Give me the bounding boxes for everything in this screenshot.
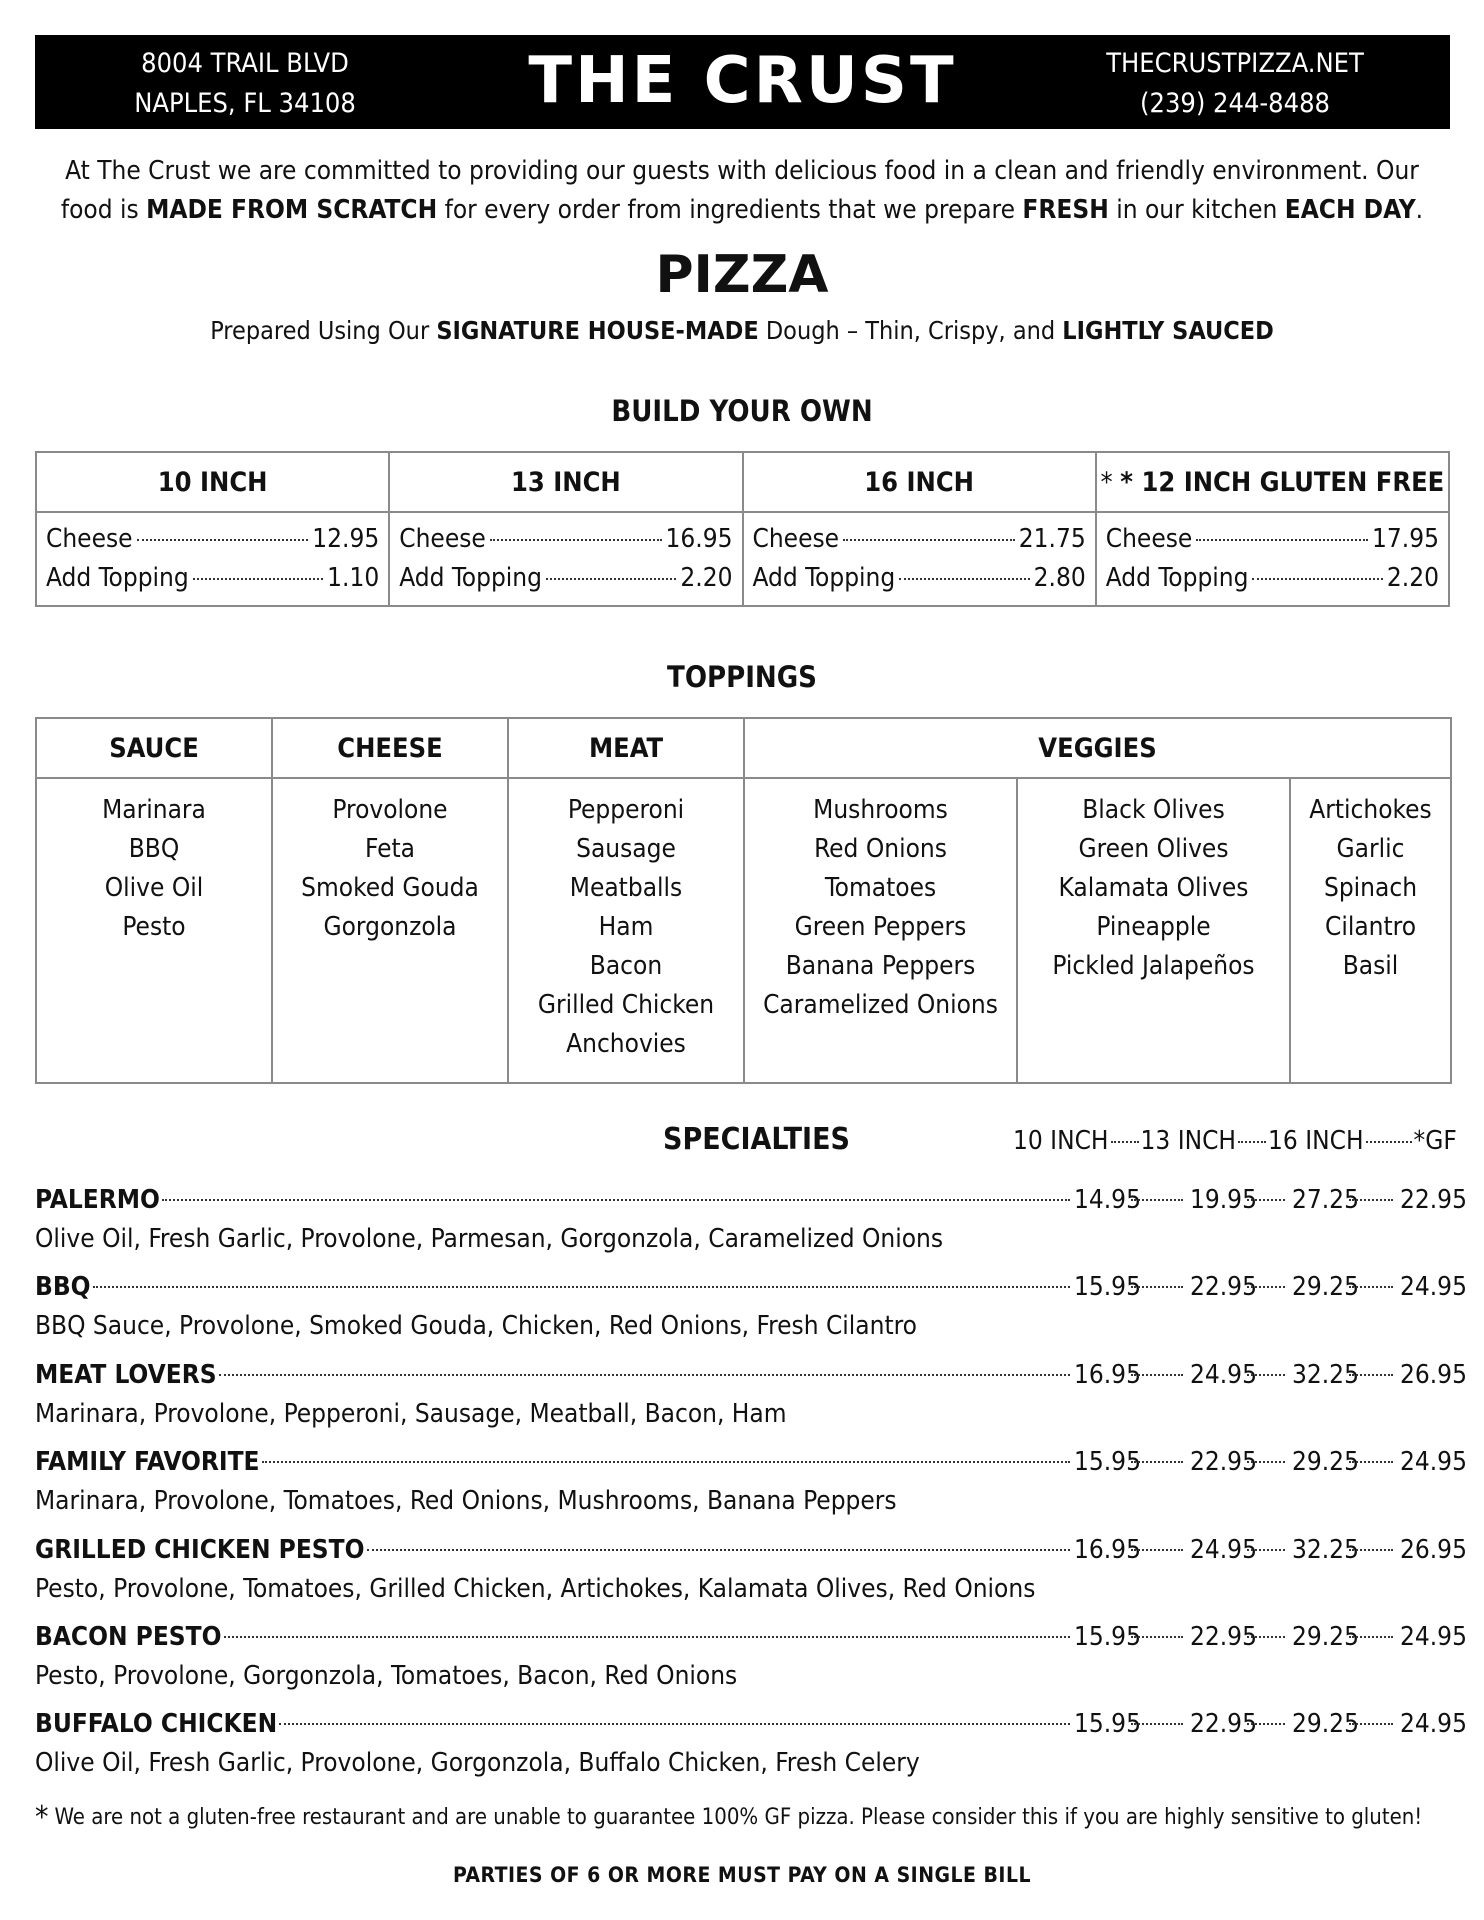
price-13-inch: 24.95 bbox=[1190, 1359, 1257, 1390]
topping-item: Smoked Gouda bbox=[301, 873, 479, 903]
topping-item: Banana Peppers bbox=[785, 951, 976, 981]
price-13-inch: 22.95 bbox=[1190, 1621, 1257, 1652]
price-13-inch: 24.95 bbox=[1190, 1534, 1257, 1565]
topping-item: Feta bbox=[365, 834, 415, 864]
specialty-name: PALERMO bbox=[35, 1185, 160, 1215]
price: 16.95 bbox=[665, 524, 733, 554]
specialty-name: GRILLED CHICKEN PESTO bbox=[35, 1534, 365, 1565]
topping-item: Mushrooms bbox=[813, 795, 948, 825]
price-13-inch: 19.95 bbox=[1190, 1185, 1257, 1215]
topping-item: Meatballs bbox=[569, 873, 683, 903]
specialty-item bbox=[35, 1180, 1467, 1267]
toppings-table bbox=[35, 717, 1452, 1084]
specialty-description: Pesto, Provolone, Gorgonzola, Tomatoes, Bacon, Red Onions bbox=[35, 1660, 738, 1691]
topping-item: Spinach bbox=[1323, 873, 1418, 903]
specialty-name: MEAT LOVERS bbox=[35, 1359, 217, 1390]
specialties-list bbox=[35, 1180, 1467, 1792]
topping-item: Provolone bbox=[332, 795, 448, 825]
price: 17.95 bbox=[1372, 524, 1439, 554]
topping-item: Pickled Jalapeños bbox=[1052, 951, 1255, 981]
header-bar bbox=[35, 35, 1450, 129]
topping-item: Sausage bbox=[576, 834, 676, 864]
price-13-inch: 22.95 bbox=[1190, 1709, 1257, 1740]
price: 21.75 bbox=[1018, 524, 1086, 554]
specialty-item bbox=[35, 1442, 1467, 1529]
topping-item: Green Olives bbox=[1078, 834, 1229, 864]
specialty-name: BUFFALO CHICKEN bbox=[35, 1709, 278, 1740]
topping-item: Anchovies bbox=[566, 1029, 686, 1059]
price-10-inch: 15.95 bbox=[1074, 1447, 1141, 1478]
price-gluten-free: 26.95 bbox=[1400, 1534, 1467, 1565]
topping-item: Kalamata Olives bbox=[1058, 873, 1249, 903]
topping-item: Ham bbox=[598, 912, 654, 942]
build-your-own-table bbox=[35, 451, 1450, 607]
price-13-inch: 22.95 bbox=[1190, 1272, 1257, 1303]
size-prices: Cheese 21.75 Add Topping 2.80 bbox=[743, 512, 1096, 606]
topping-item: Marinara bbox=[102, 795, 206, 825]
specialty-description: Marinara, Provolone, Pepperoni, Sausage, Meatball, Bacon, Ham bbox=[35, 1398, 787, 1429]
specialty-item bbox=[35, 1617, 1467, 1704]
price: 1.10 bbox=[327, 563, 380, 593]
cheese-list bbox=[272, 778, 508, 1083]
intro-line-2: food is MADE FROM SCRATCH for every order from ingredients that we prepare FRESH in our kitchen EACH DAY. bbox=[60, 195, 1424, 225]
topping-item: Grilled Chicken bbox=[537, 990, 715, 1020]
price: 12.95 bbox=[312, 524, 380, 554]
topping-item: Pepperoni bbox=[567, 795, 685, 825]
price-10-inch: 15.95 bbox=[1074, 1272, 1141, 1303]
topping-item: Pineapple bbox=[1096, 912, 1211, 942]
topping-item: Black Olives bbox=[1082, 795, 1225, 825]
specialty-description: Pesto, Provolone, Tomatoes, Grilled Chicken, Artichokes, Kalamata Olives, Red Onions bbox=[35, 1573, 1036, 1604]
pizza-subtitle: Prepared Using Our SIGNATURE HOUSE-MADE Dough – Thin, Crispy, and LIGHTLY SAUCED bbox=[210, 316, 1274, 345]
specialty-description: Marinara, Provolone, Tomatoes, Red Onions, Mushrooms, Banana Peppers bbox=[35, 1486, 897, 1517]
size-label: 13 INCH bbox=[1140, 1126, 1237, 1156]
meat-header: MEAT bbox=[508, 718, 744, 778]
veggies-list-1 bbox=[744, 778, 1017, 1083]
topping-item: Green Peppers bbox=[794, 912, 967, 942]
address-line-2: NAPLES, FL 34108 bbox=[134, 88, 356, 119]
address-line-1: 8004 TRAIL BLVD bbox=[141, 48, 349, 79]
specialty-item bbox=[35, 1355, 1467, 1442]
price-16-inch: 29.25 bbox=[1292, 1272, 1359, 1303]
contact bbox=[1085, 44, 1385, 124]
topping-item: Garlic bbox=[1336, 834, 1405, 864]
party-note: PARTIES OF 6 OR MORE MUST PAY ON A SINGLE BILL bbox=[452, 1863, 1032, 1887]
veggies-list-3 bbox=[1290, 778, 1451, 1083]
veggies-header: VEGGIES bbox=[744, 718, 1451, 778]
cheese-header: CHEESE bbox=[272, 718, 508, 778]
price-gluten-free: 24.95 bbox=[1400, 1709, 1467, 1740]
pizza-title: PIZZA bbox=[655, 245, 829, 305]
topping-item: Basil bbox=[1342, 951, 1399, 981]
gluten-disclaimer: * We are not a gluten-free restaurant and are unable to guarantee 100% GF pizza. Please consider this if you are highly sensitive to gluten! bbox=[35, 1800, 1423, 1835]
price-16-inch: 27.25 bbox=[1292, 1185, 1359, 1215]
topping-item: Bacon bbox=[589, 951, 663, 981]
price: 2.20 bbox=[1386, 563, 1439, 593]
sauce-list bbox=[36, 778, 272, 1083]
specialty-description: BBQ Sauce, Provolone, Smoked Gouda, Chicken, Red Onions, Fresh Cilantro bbox=[35, 1311, 917, 1342]
price: 2.80 bbox=[1033, 563, 1086, 593]
topping-item: Artichokes bbox=[1309, 795, 1432, 825]
specialty-name: BBQ bbox=[35, 1272, 91, 1303]
toppings-title: TOPPINGS bbox=[667, 660, 817, 694]
brand-title: THE CRUST bbox=[528, 44, 957, 118]
price-10-inch: 15.95 bbox=[1074, 1709, 1141, 1740]
intro-line-1: At The Crust we are committed to providing our guests with delicious food in a clean and friendly environment. Our bbox=[65, 156, 1419, 186]
specialty-description: Olive Oil, Fresh Garlic, Provolone, Gorgonzola, Buffalo Chicken, Fresh Celery bbox=[35, 1748, 920, 1779]
size-label: 10 INCH bbox=[1013, 1126, 1109, 1156]
topping-item: Pesto bbox=[122, 912, 186, 942]
price-gluten-free: 22.95 bbox=[1400, 1185, 1467, 1215]
size-prices: Cheese 17.95 Add Topping 2.20 bbox=[1096, 512, 1449, 606]
topping-item: Cilantro bbox=[1324, 912, 1416, 942]
size-header: 13 INCH bbox=[389, 452, 742, 512]
size-prices: Cheese 12.95 Add Topping 1.10 bbox=[36, 512, 389, 606]
meat-list bbox=[508, 778, 744, 1083]
topping-item: Red Onions bbox=[814, 834, 947, 864]
specialties-title: SPECIALTIES bbox=[663, 1122, 850, 1157]
specialty-name: BACON PESTO bbox=[35, 1621, 222, 1652]
size-label: 16 INCH bbox=[1268, 1126, 1364, 1156]
price-gluten-free: 24.95 bbox=[1400, 1272, 1467, 1303]
price-10-inch: 14.95 bbox=[1074, 1185, 1141, 1215]
size-prices: Cheese 16.95 Add Topping 2.20 bbox=[389, 512, 742, 606]
topping-item: BBQ bbox=[128, 834, 180, 864]
veggies-list-2 bbox=[1017, 778, 1290, 1083]
price-gluten-free: 26.95 bbox=[1400, 1359, 1467, 1390]
price-16-inch: 32.25 bbox=[1292, 1534, 1359, 1565]
price-16-inch: 29.25 bbox=[1292, 1621, 1359, 1652]
topping-item: Caramelized Onions bbox=[763, 990, 998, 1020]
price-16-inch: 32.25 bbox=[1292, 1359, 1359, 1390]
phone-number[interactable]: (239) 244-8488 bbox=[1140, 88, 1330, 119]
price-10-inch: 16.95 bbox=[1074, 1359, 1141, 1390]
price-10-inch: 15.95 bbox=[1074, 1621, 1141, 1652]
specialty-description: Olive Oil, Fresh Garlic, Provolone, Parmesan, Gorgonzola, Caramelized Onions bbox=[35, 1224, 944, 1254]
specialty-item bbox=[35, 1530, 1467, 1617]
topping-item: Tomatoes bbox=[824, 873, 937, 903]
price: 2.20 bbox=[680, 563, 733, 593]
intro-paragraph bbox=[60, 152, 1424, 230]
price-10-inch: 16.95 bbox=[1074, 1534, 1141, 1565]
price-gluten-free: 24.95 bbox=[1400, 1447, 1467, 1478]
specialties-size-labels bbox=[1013, 1121, 1457, 1161]
specialty-item bbox=[35, 1704, 1467, 1791]
size-header: 10 INCH bbox=[36, 452, 389, 512]
specialty-name: FAMILY FAVORITE bbox=[35, 1447, 260, 1478]
topping-item: Gorgonzola bbox=[323, 912, 457, 942]
size-header: 16 INCH bbox=[743, 452, 1096, 512]
size-header: * * 12 INCH GLUTEN FREE bbox=[1096, 452, 1449, 512]
topping-item: Olive Oil bbox=[104, 873, 204, 903]
price-gluten-free: 24.95 bbox=[1400, 1621, 1467, 1652]
website-link[interactable]: THECRUSTPIZZA.NET bbox=[1106, 48, 1364, 79]
sauce-header: SAUCE bbox=[36, 718, 272, 778]
specialty-item bbox=[35, 1267, 1467, 1354]
size-label: *GF bbox=[1413, 1126, 1457, 1156]
price-13-inch: 22.95 bbox=[1190, 1447, 1257, 1478]
build-your-own-title: BUILD YOUR OWN bbox=[611, 394, 873, 428]
price-16-inch: 29.25 bbox=[1292, 1709, 1359, 1740]
price-16-inch: 29.25 bbox=[1292, 1447, 1359, 1478]
